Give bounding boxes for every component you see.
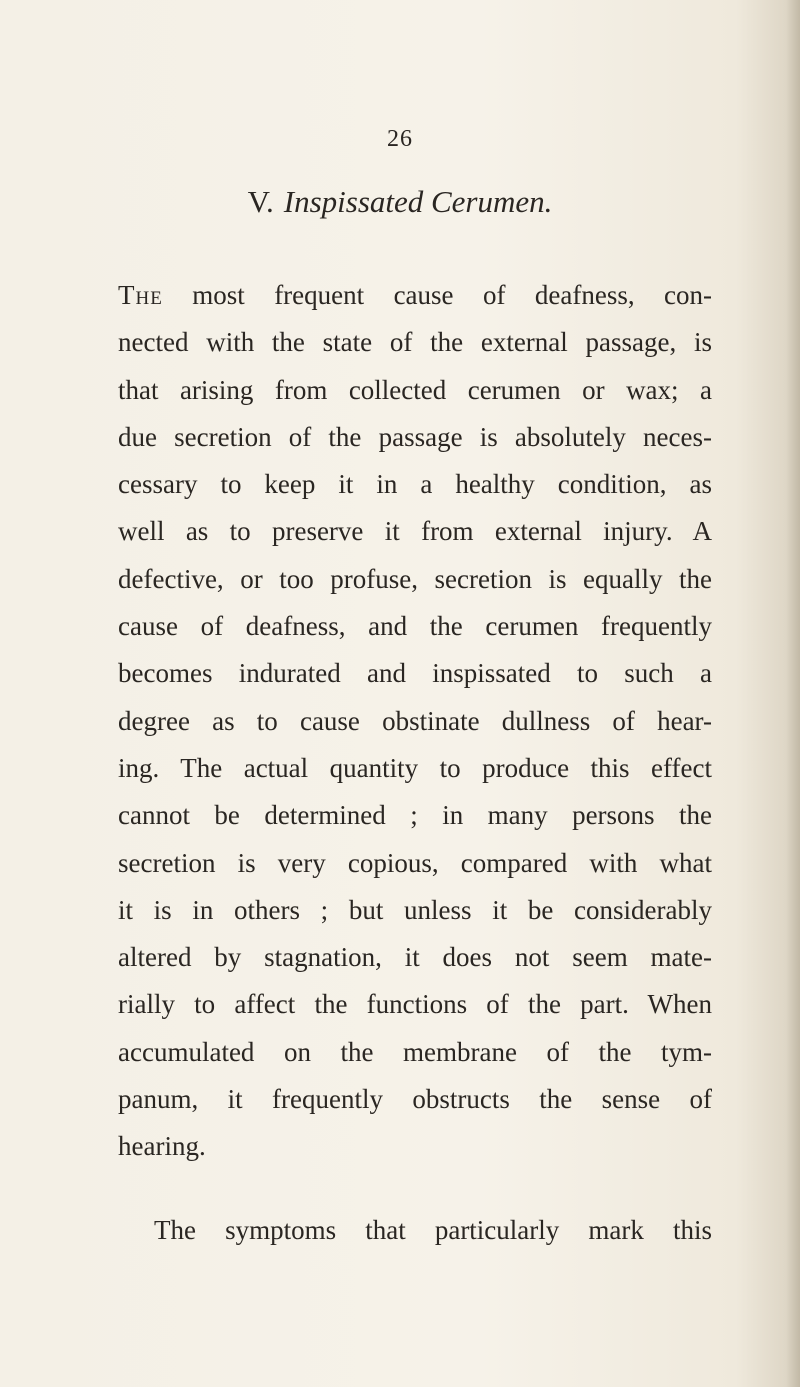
section-numeral: V. xyxy=(247,184,274,219)
text-line: altered by stagnation, it does not seem mate- xyxy=(118,942,712,973)
text-line xyxy=(118,272,712,319)
paragraph-gap xyxy=(118,1171,712,1207)
text-line: accumulated on the membrane of the tym- xyxy=(118,1036,712,1067)
text-line: The symptoms that particularly mark this xyxy=(154,1214,712,1245)
text-line: nected with the state of the external passage, is xyxy=(118,327,712,358)
section-heading xyxy=(0,184,800,220)
section-title: Inspissated Cerumen. xyxy=(283,184,553,219)
text-line: cause of deafness, and the cerumen frequently xyxy=(118,611,712,642)
page-number: 26 xyxy=(387,126,413,152)
text-line: it is in others ; but unless it be considerably xyxy=(118,894,712,925)
text-line: degree as to cause obstinate dullness of hear- xyxy=(118,705,712,736)
text-line: becomes indurated and inspissated to such a xyxy=(118,658,712,689)
text-line-content: most frequent cause of deafness, con- xyxy=(162,280,712,310)
text-line: rially to affect the functions of the part. When xyxy=(118,989,712,1020)
body-text xyxy=(118,272,712,1254)
text-line: secretion is very copious, compared with what xyxy=(118,847,712,878)
text-line: cessary to keep it in a healthy condition, as xyxy=(118,469,712,500)
text-line: ing. The actual quantity to produce this effect xyxy=(118,752,712,783)
text-line: panum, it frequently obstructs the sense of xyxy=(118,1084,712,1115)
lead-word: The xyxy=(118,280,163,310)
text-line: cannot be determined ; in many persons the xyxy=(118,800,712,831)
text-line: well as to preserve it from external injury. A xyxy=(118,516,712,547)
text-line: that arising from collected cerumen or wax; a xyxy=(118,374,712,405)
text-line: defective, or too profuse, secretion is equally the xyxy=(118,563,712,594)
text-line: hearing. xyxy=(118,1131,206,1162)
text-line: due secretion of the passage is absolutely neces- xyxy=(118,421,712,452)
